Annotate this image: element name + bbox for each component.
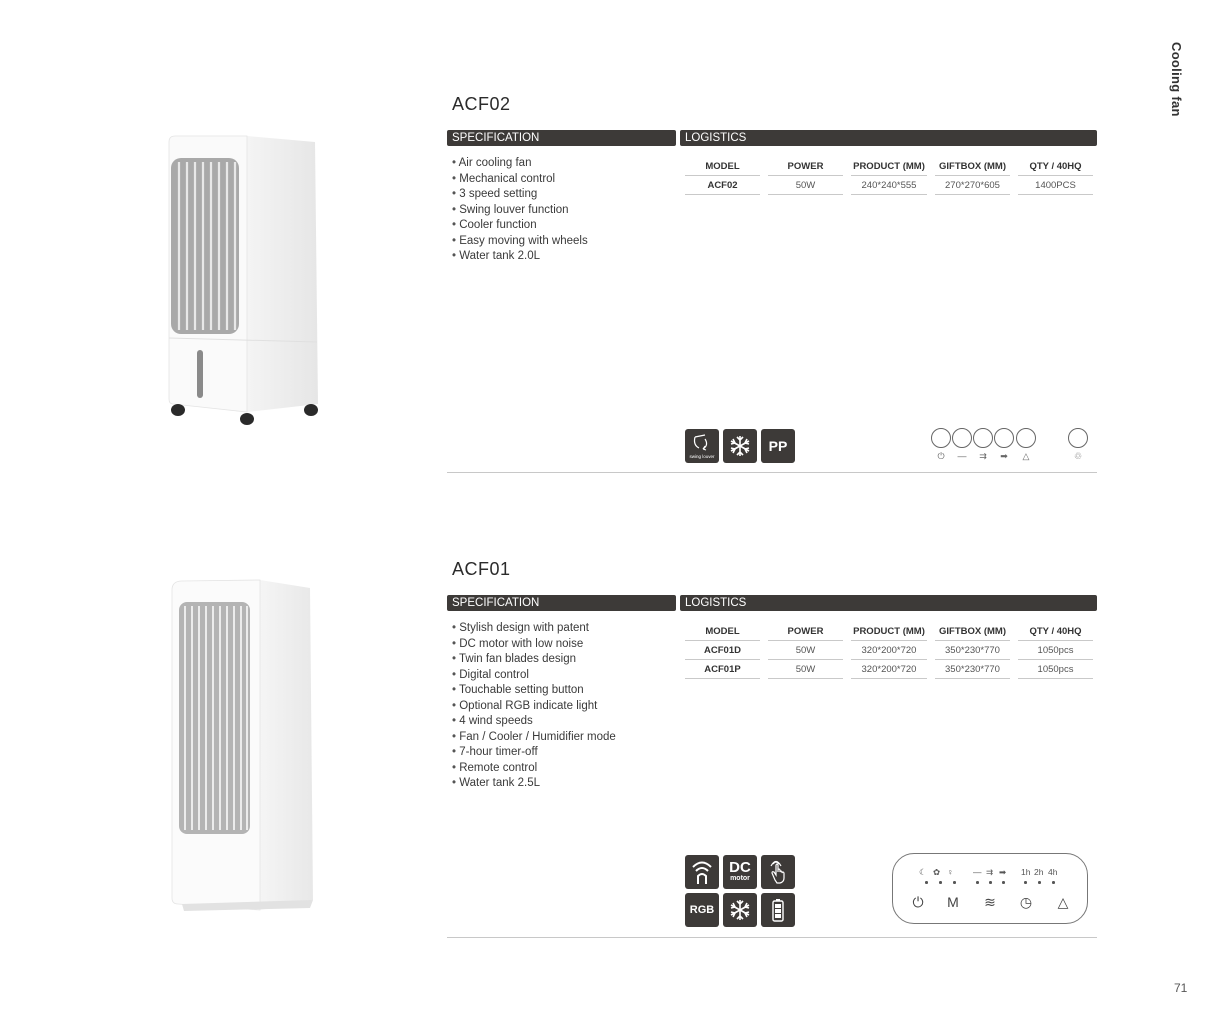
- mode-icon: M: [947, 894, 959, 910]
- snowflake-icon: [723, 429, 757, 463]
- spec-item: • Water tank 2.0L: [452, 249, 588, 265]
- natural-mode-indicator-icon: ✿: [933, 867, 941, 877]
- specification-header: SPECIFICATION: [447, 130, 676, 146]
- spec-item: • DC motor with low noise: [452, 637, 616, 653]
- indicator-dot: [953, 881, 956, 884]
- column-header: POWER: [768, 157, 843, 176]
- column-header: MODEL: [685, 622, 760, 641]
- indicator-dot: [976, 881, 979, 884]
- table-row: [685, 660, 1093, 679]
- spec-item: • Cooler function: [452, 218, 588, 234]
- cell-giftbox-size: 350*230*770: [935, 641, 1010, 660]
- speed-low-indicator-icon: —: [973, 867, 982, 877]
- column-header: GIFTBOX (MM): [935, 157, 1010, 176]
- rgb-icon: RGB: [685, 893, 719, 927]
- column-header: MODEL: [685, 157, 760, 176]
- timer-icon: ◷: [1019, 894, 1033, 910]
- cell-model: ACF01D: [685, 641, 760, 660]
- pp-material-icon: PP: [761, 429, 795, 463]
- spec-item: • Twin fan blades design: [452, 652, 616, 668]
- column-header: QTY / 40HQ: [1018, 157, 1093, 176]
- spec-item: • Water tank 2.5L: [452, 776, 616, 792]
- speed-mid-indicator-icon: ⇉: [986, 867, 994, 877]
- logistics-table: [677, 157, 1101, 195]
- spec-list: [452, 156, 588, 265]
- swing-icon: ♲: [1073, 451, 1083, 461]
- indicator-dot: [925, 881, 928, 884]
- dc-motor-icon: [723, 855, 757, 889]
- cell-qty: 1050pcs: [1018, 660, 1093, 679]
- speed-low-button-circle: [952, 428, 972, 448]
- timer-1h-label: 1h: [1021, 867, 1031, 877]
- indicator-dot: [1002, 881, 1005, 884]
- cell-product-size: 320*200*720: [851, 660, 927, 679]
- cell-power: 50W: [768, 641, 843, 660]
- cooler-icon: △: [1022, 451, 1030, 461]
- swing-louver-label: swing louver: [689, 454, 715, 459]
- cooler-icon: △: [1057, 894, 1069, 910]
- section-divider: [447, 472, 1097, 473]
- cell-model: ACF01P: [685, 660, 760, 679]
- power-icon: ⏻: [912, 894, 924, 910]
- column-header: POWER: [768, 622, 843, 641]
- control-panel: [892, 853, 1088, 924]
- sleep-mode-indicator-icon: ☾: [919, 867, 927, 877]
- timer-4h-label: 4h: [1048, 867, 1058, 877]
- product-image-acf01: [168, 578, 318, 913]
- cell-qty: 1050pcs: [1018, 641, 1093, 660]
- motor-label: motor: [730, 875, 750, 882]
- spec-item: • Remote control: [452, 761, 616, 777]
- cell-giftbox-size: 270*270*605: [935, 176, 1010, 195]
- cell-model: ACF02: [685, 176, 760, 195]
- speed-high-icon: ➡: [1000, 451, 1008, 461]
- indicator-dot: [1024, 881, 1027, 884]
- column-header: GIFTBOX (MM): [935, 622, 1010, 641]
- snowflake-icon: [723, 893, 757, 927]
- cell-giftbox-size: 350*230*770: [935, 660, 1010, 679]
- spec-item: • Optional RGB indicate light: [452, 699, 616, 715]
- speed-mid-button-circle: [973, 428, 993, 448]
- spec-item: • 7-hour timer-off: [452, 745, 616, 761]
- model-title: ACF01: [452, 559, 511, 579]
- indicator-dot: [1038, 881, 1041, 884]
- swing-button-circle: [1068, 428, 1088, 448]
- spec-item: • 4 wind speeds: [452, 714, 616, 730]
- table-header-row: [685, 157, 1093, 176]
- cell-power: 50W: [768, 660, 843, 679]
- indicator-dot: [939, 881, 942, 884]
- spec-list: [452, 621, 616, 792]
- logistics-header: LOGISTICS: [680, 595, 1097, 611]
- logistics-header: LOGISTICS: [680, 130, 1097, 146]
- spec-item: • Air cooling fan: [452, 156, 588, 172]
- specification-header: SPECIFICATION: [447, 595, 676, 611]
- table-header-row: [685, 622, 1093, 641]
- page-number: 71: [1174, 981, 1188, 995]
- speed-mid-icon: ⇉: [979, 451, 987, 461]
- cell-product-size: 240*240*555: [851, 176, 927, 195]
- table-row: [685, 176, 1093, 195]
- product-image-acf02: [165, 134, 325, 429]
- cell-qty: 1400PCS: [1018, 176, 1093, 195]
- section-label: Cooling fan: [1169, 42, 1184, 117]
- battery-icon: [761, 893, 795, 927]
- cell-power: 50W: [768, 176, 843, 195]
- remote-signal-icon: [685, 855, 719, 889]
- dc-label: DC: [729, 859, 751, 876]
- timer-2h-label: 2h: [1034, 867, 1044, 877]
- logistics-table: [677, 622, 1101, 679]
- column-header: QTY / 40HQ: [1018, 622, 1093, 641]
- indicator-dot: [1052, 881, 1055, 884]
- spec-item: • Touchable setting button: [452, 683, 616, 699]
- spec-item: • Digital control: [452, 668, 616, 684]
- spec-item: • Mechanical control: [452, 172, 588, 188]
- cell-product-size: 320*200*720: [851, 641, 927, 660]
- cooler-button-circle: [1016, 428, 1036, 448]
- swing-louver-icon: [685, 429, 719, 463]
- spec-item: • Swing louver function: [452, 203, 588, 219]
- spec-item: • Stylish design with patent: [452, 621, 616, 637]
- model-title: ACF02: [452, 94, 511, 114]
- spec-item: • 3 speed setting: [452, 187, 588, 203]
- speed-low-icon: —: [957, 451, 967, 461]
- spec-item: • Easy moving with wheels: [452, 234, 588, 250]
- power-icon: ⏻: [937, 451, 945, 461]
- spec-item: • Fan / Cooler / Humidifier mode: [452, 730, 616, 746]
- speed-high-indicator-icon: ➡: [999, 867, 1007, 877]
- speed-high-button-circle: [994, 428, 1014, 448]
- power-button-circle: [931, 428, 951, 448]
- indicator-dot: [989, 881, 992, 884]
- touch-hand-icon: [761, 855, 795, 889]
- column-header: PRODUCT (MM): [851, 622, 927, 641]
- column-header: PRODUCT (MM): [851, 157, 927, 176]
- wind-speed-icon: ≋: [984, 894, 996, 910]
- table-row: [685, 641, 1093, 660]
- section-divider: [447, 937, 1097, 938]
- normal-mode-indicator-icon: ♀: [947, 867, 954, 877]
